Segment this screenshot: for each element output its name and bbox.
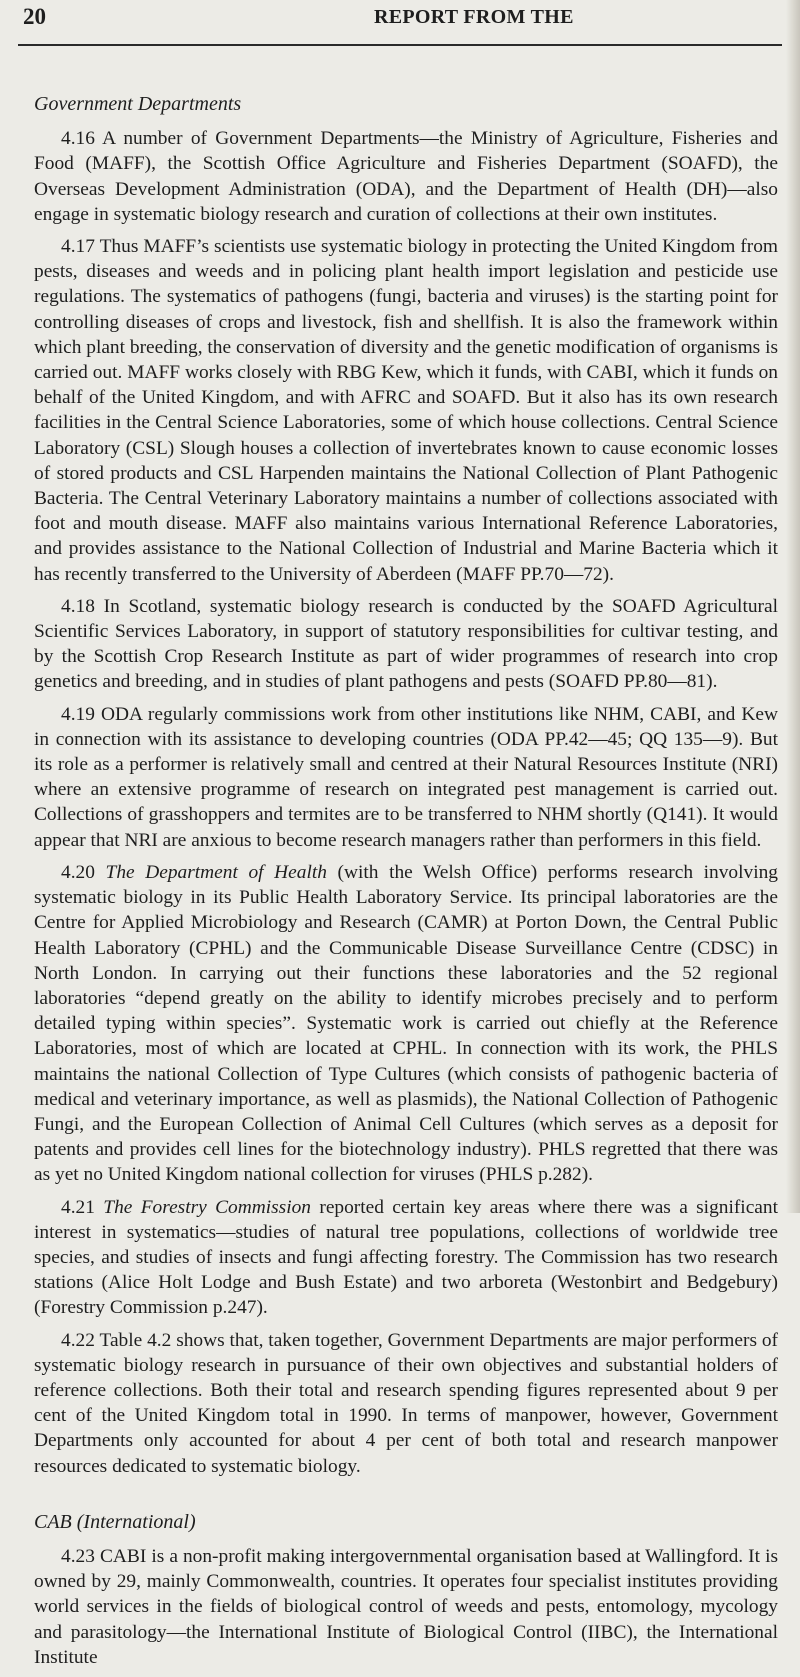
paragraph-text: ODA regularly commissions work from other institutions like NHM, CABI, and Kew in connection with its assistance to developing countries (ODA PP.42—45; QQ 135—9). But its role as a performer is relatively small and centred at their Natural Resources Institute (NRI) where an extensive programme of research on integrated pest management is carried out. Collections of grasshoppers and termites are to be transferred to NHM shortly (Q141). It would appear that NRI are anxious to become research managers rather than performers in this field.: [34, 703, 778, 851]
scan-edge-shadow: [786, 0, 800, 1213]
body-text: [34, 92, 778, 1677]
paragraph-number: 4.17: [61, 236, 95, 258]
paragraph-4-20: [34, 860, 778, 1188]
paragraph-4-21: [34, 1195, 778, 1321]
paragraph-number: 4.18: [61, 595, 95, 617]
paragraph-text: A number of Government Departments—the Ministry of Agriculture, Fisheries and Food (MAFF), the Scottish Office Agriculture and Fisheries Department (SOAFD), the Overseas Development Administration (ODA), and the Department of Health (DH)—also engage in systematic biology research and curation of collections at their own institutes.: [34, 128, 778, 225]
section-heading: Government Departments: [34, 93, 242, 115]
paragraph-text: Thus MAFF’s scientists use systematic biology in protecting the United Kingdom from pests, diseases and weeds and in policing plant health import legislation and pesticide use regulations. The systematics of pathogens (fungi, bacteria and viruses) is the starting point for controlling diseases of crops and livestock, fish and shellfish. It is also the framework within which plant breeding, the conservation of diversity and the genetic modification of organisms is carried out. MAFF works closely with RBG Kew, which it funds, with CABI, which it funds on behalf of the United Kingdom, and with AFRC and SOAFD. But it also has its own research facilities in the Central Science Laboratories, some of which house collections. Central Science Laboratory (CSL) Slough houses a collection of invertebrates known to cause economic losses of stored products and CSL Harpenden maintains the National Collection of Plant Pathogenic Bacteria. The Central Veterinary Laboratory maintains a number of collections associated with foot and mouth disease. MAFF also maintains various International Reference Laboratories, and provides assistance to the National Collection of Industrial and Marine Bacteria which it has recently transferred to the University of Aberdeen (MAFF PP.70—72).: [34, 236, 779, 585]
paragraph-number: 4.23: [61, 1545, 95, 1567]
paragraph-number: 4.21: [61, 1196, 95, 1218]
italic-lead: The Forestry Commission: [103, 1196, 312, 1218]
paragraph-text: reported certain key areas where there was a significant interest in systematics—studies of natural tree populations, collections of worldwide tree species, and studies of insects and fungi affecting forestry. The Commission has two research stations (Alice Holt Lodge and Bush Estate) and two arboreta (Westonbirt and Bedgebury) (Forestry Commission p.247).: [34, 1196, 778, 1319]
paragraph-4-19: [34, 702, 778, 853]
paragraph-text: In Scotland, systematic biology research is conducted by the SOAFD Agricultural Scientific Services Laboratory, in support of statutory responsibilities for cultivar testing, and by the Scottish Crop Research Institute as part of wider programmes of research into crop genetics and breeding, and in studies of plant pathogens and pests (SOAFD PP.80—81).: [34, 595, 778, 693]
header-rule: [18, 44, 782, 46]
italic-lead: The Department of Health: [105, 861, 327, 883]
paragraph-4-16: [34, 126, 778, 227]
section-spacer: [34, 1486, 778, 1510]
page-header: [18, 4, 784, 40]
paragraph-number: 4.19: [61, 703, 95, 725]
paragraph-4-23: [34, 1544, 778, 1670]
page-number: 20: [23, 4, 46, 29]
running-title: REPORT FROM THE: [374, 6, 574, 28]
paragraph-number: 4.22: [61, 1329, 95, 1351]
paragraph-text: Table 4.2 shows that, taken together, Government Departments are major performers of systematic biology research in pursuance of their own objectives and substantial holders of reference collections. Both their total and research spending figures represented about 9 per cent of the United Kingdom total in 1990. In terms of manpower, however, Government Departments only accounted for about 4 per cent of both total and research manpower resources dedicated to systematic biology.: [34, 1329, 779, 1477]
paragraph-text: CABI is a non-profit making intergovernmental organisation based at Wallingford. It is owned by 29, mainly Commonwealth, countries. It operates four specialist institutes providing world services in the fields of biological control of weeds and pests, entomology, mycology and parasitology—the International Institute of Biological Control (IIBC), the International Institute: [34, 1545, 778, 1668]
paragraph-text: (with the Welsh Office) performs research involving systematic biology in its Public Health Laboratory Service. Its principal laboratories are the Centre for Applied Microbiology and Research (CAMR) at Porton Down, the Central Public Health Laboratory (CPHL) and the Communicable Disease Surveillance Centre (CDSC) in North London. In carrying out their functions these laboratories and the 52 regional laboratories “depend greatly on the ability to identify microbes precisely and to perform detailed typing within species”. Systematic work is carried out chiefly at the Reference Laboratories, most of which are located at CPHL. In connection with its work, the PHLS maintains the national Collection of Type Cultures (which consists of pathogenic bacteria of medical and veterinary importance, as well as plasmids), the National Collection of Pathogenic Fungi, and the European Collection of Animal Cell Cultures (which serves as a deposit for patents and provides cell lines for the biotechnology industry). PHLS regretted that there was as yet no United Kingdom national collection for viruses (PHLS p.282).: [34, 861, 778, 1186]
paragraph-number: 4.16: [61, 128, 95, 150]
paragraph-4-18: [34, 594, 778, 695]
paragraph-number: 4.20: [61, 861, 95, 883]
paragraph-4-22: [34, 1328, 778, 1479]
paragraph-4-17: [34, 234, 778, 587]
section-heading: CAB (International): [34, 1510, 196, 1533]
